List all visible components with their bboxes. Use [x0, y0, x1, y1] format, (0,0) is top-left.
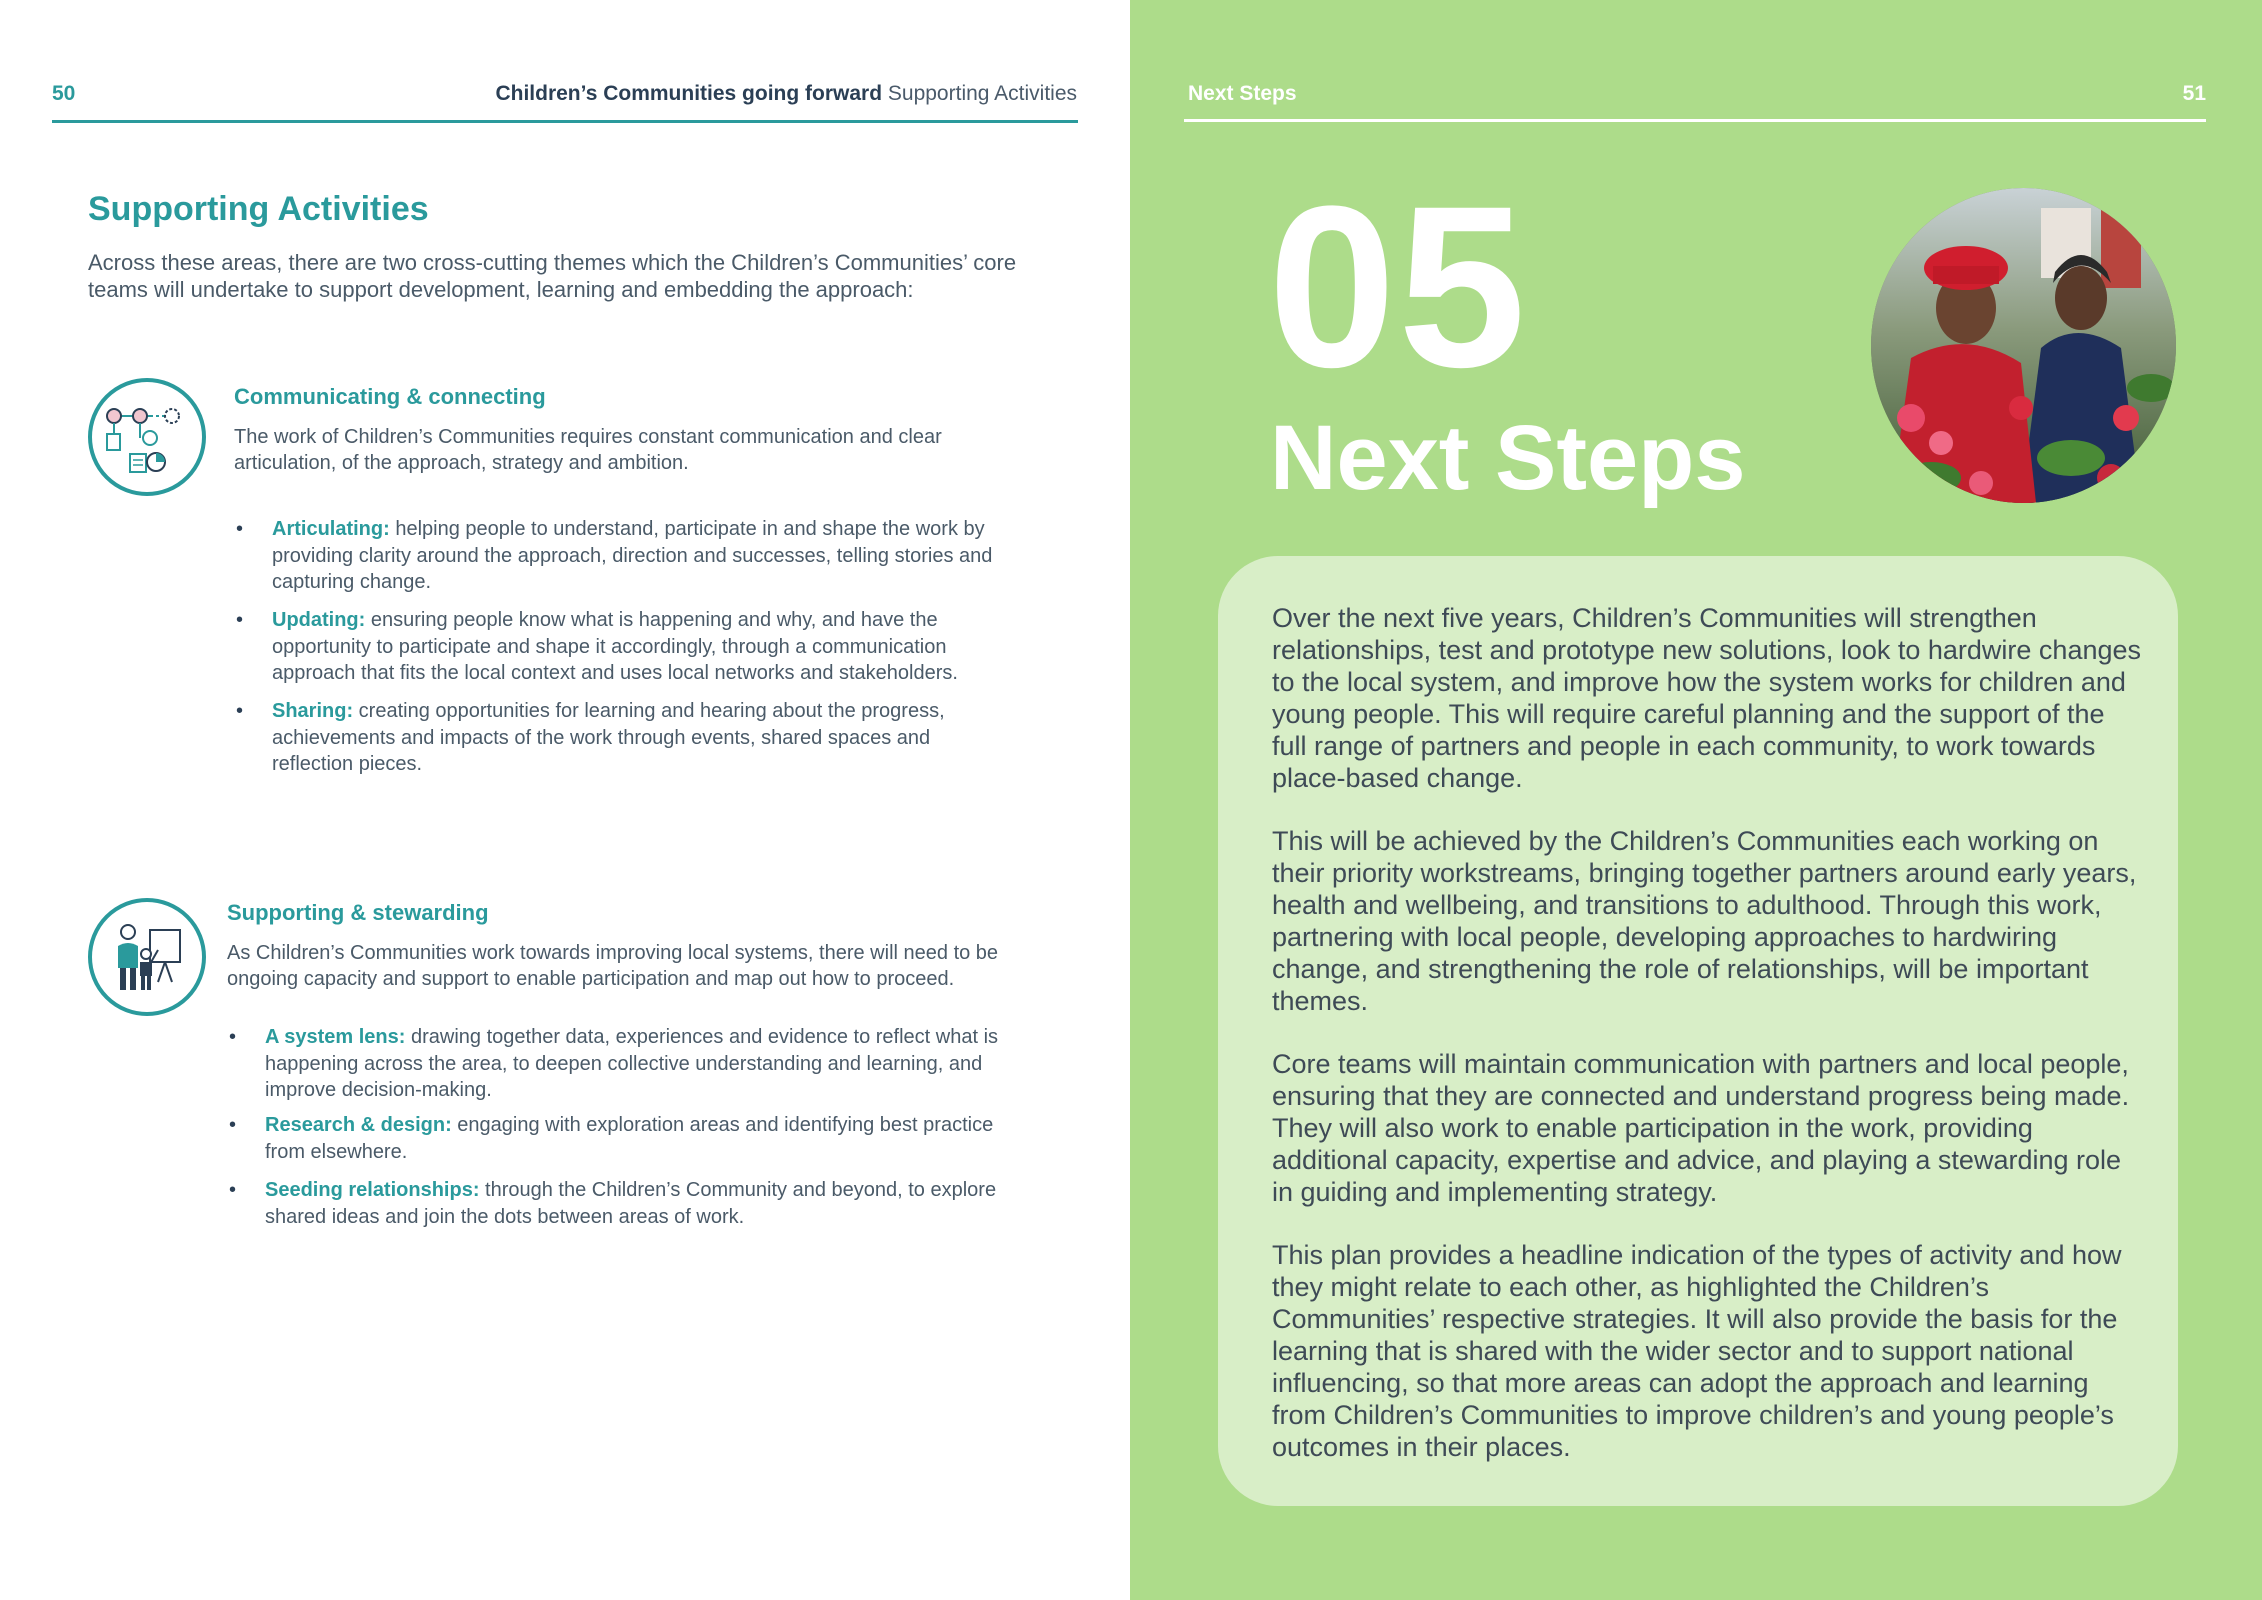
- bullet-key: Seeding relationships:: [265, 1179, 480, 1201]
- bullet-key: Research & design:: [265, 1114, 452, 1136]
- bullet-dot: •: [229, 1179, 237, 1201]
- bullet-sharing: [236, 698, 1002, 778]
- bullet-updating: [236, 607, 1002, 687]
- bullet-dot: •: [236, 609, 244, 631]
- next-steps-paragraph-2: This will be achieved by the Children’s Communities each working on their priority workstreams, bringing together partners around early years, health and wellbeing, and transitions to adulthood. Through this work, partnering with local people, developing approaches to hardwiring change, and strengthening the role of relationships, will be important themes.: [1272, 826, 2137, 1016]
- right-page-number: 51: [2182, 82, 2206, 105]
- network-diagram-icon: [88, 378, 206, 496]
- bullet-key: A system lens:: [265, 1026, 406, 1048]
- right-running-header: Next Steps: [1188, 82, 1297, 105]
- bullet-dot: •: [229, 1026, 237, 1048]
- bullet-research-design: [229, 1112, 1005, 1165]
- bullet-dot: •: [236, 700, 244, 722]
- bullet-system-lens: [229, 1024, 1005, 1104]
- communicating-connecting-title: Communicating & connecting: [234, 384, 546, 409]
- bullet-text: ensuring people know what is happening and why, and have the opportunity to participate and shape it accordingly, through a communication approach that fits the local context and uses local networks and stakeholders.: [272, 609, 958, 684]
- presenter-icon: [88, 898, 206, 1016]
- chapter-title: Next Steps: [1270, 407, 1746, 509]
- next-steps-text-panel: [1218, 556, 2178, 1506]
- two-women-with-flowers-photo: [1871, 188, 2176, 503]
- next-steps-paragraph-1: Over the next five years, Children’s Communities will strengthen relationships, test and prototype new solutions, look to hardwire changes to the local system, and improve how the system works for children and young people. This will require careful planning and the support of the full range of partners and people in each community, to work towards place-based change.: [1272, 603, 2142, 793]
- bullet-key: Sharing:: [272, 700, 354, 722]
- bullet-seeding-relationships: [229, 1177, 1005, 1230]
- running-header-bold: Children’s Communities going forward: [495, 82, 883, 105]
- next-steps-paragraph-4: This plan provides a headline indication of the types of activity and how they might relate to each other, as highlighted the Children’s Communities’ respective strategies. It will also provide the basis for the learning that is shared with the wider sector and to support national influencing, so that more areas can adopt the approach and learning from Children’s Communities to improve children’s and young people’s outcomes in their places.: [1272, 1240, 2122, 1462]
- right-page: [1130, 0, 2262, 1600]
- bullet-text: creating opportunities for learning and hearing about the progress, achievements and impacts of the work through events, shared spaces and reflection pieces.: [272, 700, 945, 775]
- left-page-number: 50: [52, 82, 76, 105]
- bullet-dot: •: [229, 1114, 237, 1136]
- bullet-text: through the Children’s Community and beyond, to explore shared ideas and join the dots between areas of work.: [265, 1179, 997, 1228]
- running-header-light: Supporting Activities: [887, 82, 1077, 105]
- next-steps-paragraph-3: Core teams will maintain communication with partners and local people, ensuring that they are connected and understand progress being made. They will also work to enable participation in the work, providing additional capacity, expertise and advice, and playing a stewarding role in guiding and implementing strategy.: [1272, 1049, 2130, 1207]
- bullet-key: Updating:: [272, 609, 366, 631]
- supporting-stewarding-title: Supporting & stewarding: [227, 900, 489, 925]
- bullet-text: drawing together data, experiences and evidence to reflect what is happening across the area, to deepen collective understanding and learning, and improve decision-making.: [265, 1026, 999, 1101]
- left-running-header: [495, 82, 1077, 106]
- right-header-rule: [1184, 119, 2206, 122]
- left-page: [0, 0, 1130, 1600]
- bullet-key: Articulating:: [272, 518, 390, 540]
- bullet-dot: •: [236, 518, 244, 540]
- left-header-rule: [52, 120, 1078, 123]
- bullet-text: engaging with exploration areas and identifying best practice from elsewhere.: [265, 1114, 994, 1163]
- supporting-stewarding-text: As Children’s Communities work towards improving local systems, there will need to be ongoing capacity and support to enable participation and map out how to proceed.: [227, 942, 999, 990]
- bullet-text: helping people to understand, participate in and shape the work by providing clarity around the approach, direction and successes, telling stories and capturing change.: [272, 518, 993, 593]
- chapter-number: 05: [1268, 158, 1528, 415]
- communicating-connecting-text: The work of Children’s Communities requires constant communication and clear articulation, of the approach, strategy and ambition.: [234, 426, 942, 474]
- supporting-activities-intro: Across these areas, there are two cross-cutting themes which the Children’s Communities’ core teams will undertake to support development, learning and embedding the approach:: [88, 250, 1017, 302]
- bullet-articulating: [236, 516, 1002, 596]
- supporting-activities-heading: Supporting Activities: [88, 190, 429, 228]
